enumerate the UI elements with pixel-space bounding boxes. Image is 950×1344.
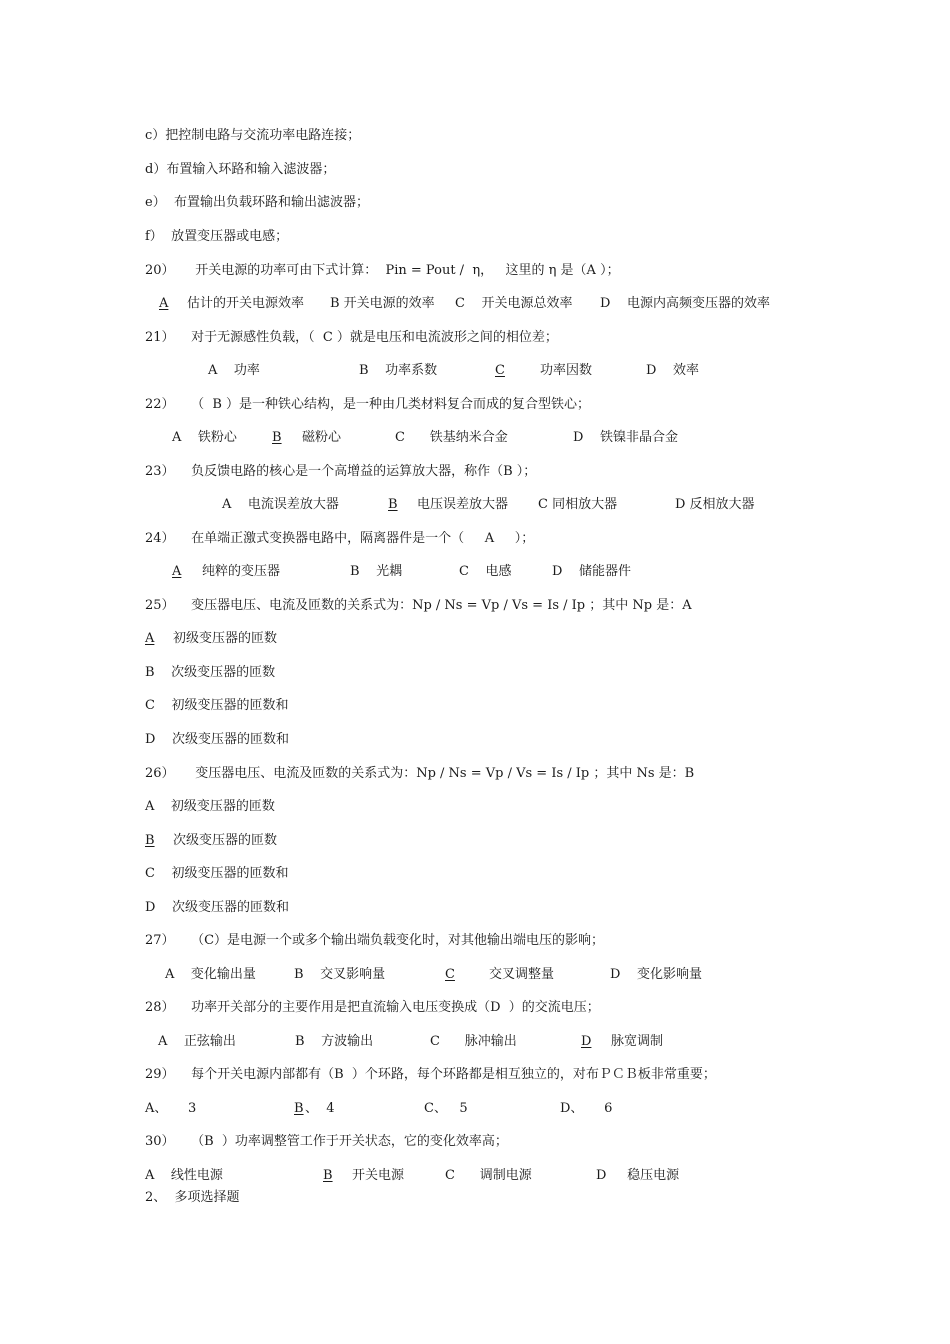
q22-option-a: A 铁粉心 — [172, 430, 237, 445]
q28-stem: 28） 功率开关部分的主要作用是把直流输入电压变换成（D ）的交流电压； — [145, 1000, 600, 1015]
q23-option-a: A 电流误差放大器 — [222, 497, 339, 512]
q27-option-b: B 交叉影响量 — [294, 967, 386, 982]
step-f: f） 放置变压器或电感； — [145, 229, 289, 244]
q27-option-d: D 变化影响量 — [610, 967, 702, 982]
q20-answer-letter: A — [159, 296, 169, 311]
q28-option-b: B 方波输出 — [295, 1034, 374, 1049]
q22-option-d: D 铁镍非晶合金 — [573, 430, 678, 445]
q22-answer-letter: B — [272, 430, 282, 445]
q29-option-b: 、 4 — [305, 1101, 335, 1116]
step-c: c）把控制电路与交流功率电路连接； — [145, 128, 361, 143]
q30-answer-letter: B — [323, 1168, 333, 1183]
q24-answer-letter: A — [172, 564, 182, 579]
q28-option-c: C 脉冲输出 — [430, 1034, 517, 1049]
q30-stem: 30） （B ）功率调整管工作于开关状态，它的变化效率高； — [145, 1134, 508, 1149]
q20-option-d: D 电源内高频变压器的效率 — [600, 296, 770, 311]
q27-stem: 27） （C）是电源一个或多个输出端负载变化时，对其他输出端电压的影响； — [145, 933, 605, 948]
q25-option-d: D 次级变压器的匝数和 — [145, 732, 289, 747]
q28-option-d: 脉宽调制 — [611, 1034, 664, 1049]
step-e: e） 布置输出负载环路和输出滤波器； — [145, 195, 369, 210]
q20-option-c: C 开关电源总效率 — [455, 296, 573, 311]
q26-option-c: C 初级变压器的匝数和 — [145, 866, 289, 881]
step-d: d）布置输入环路和输入滤波器； — [145, 162, 336, 177]
q27-option-a: A 变化输出量 — [165, 967, 256, 982]
q26-option-b: 次级变压器的匝数 — [173, 833, 278, 848]
q24-option-c: C 电感 — [459, 564, 512, 579]
q22-option-c: C 铁基纳米合金 — [395, 430, 508, 445]
q20-option-b: B 开关电源的效率 — [330, 296, 435, 311]
q22-stem: 22） （ B ）是一种铁心结构，是一种由几类材料复合而成的复合型铁心； — [145, 397, 591, 412]
q30-option-b: 开关电源 — [352, 1168, 405, 1183]
q24-stem: 24） 在单端正激式变换器电路中，隔离器件是一个（ A ）； — [145, 531, 535, 546]
q28-option-a: A 正弦输出 — [158, 1034, 236, 1049]
q26-answer-letter: B — [145, 833, 155, 848]
q29-option-c: C、 5 — [424, 1101, 468, 1116]
q27-answer-letter: C — [445, 967, 455, 982]
q26-stem: 26） 变压器电压、电流及匝数的关系式为：Np / Ns = Vp / Vs = Is / Ip ；其中 Ns 是：B — [145, 766, 695, 781]
q23-answer-letter: B — [388, 497, 398, 512]
q24-option-b: B 光耦 — [350, 564, 403, 579]
q29-stem: 29） 每个开关电源内部都有（B ）个环路，每个环路都是相互独立的，对布ＰＣＢ板非常重要； — [145, 1067, 716, 1082]
q30-option-d: D 稳压电源 — [596, 1168, 680, 1183]
q29-answer-letter: B — [294, 1101, 304, 1116]
q29-option-a: A、 3 — [145, 1101, 197, 1116]
q23-option-c: C 同相放大器 — [538, 497, 618, 512]
q21-option-a: A 功率 — [208, 363, 260, 378]
q25-option-a: 初级变压器的匝数 — [173, 631, 278, 646]
q20-stem: 20） 开关电源的功率可由下式计算： Pin = Pout / η， 这里的 η 是（A ）； — [145, 263, 620, 278]
q27-option-c: 交叉调整量 — [489, 967, 555, 982]
q22-option-b: 磁粉心 — [302, 430, 342, 445]
q28-answer-letter: D — [581, 1034, 592, 1049]
q23-stem: 23） 负反馈电路的核心是一个高增益的运算放大器，称作（B ）； — [145, 464, 537, 479]
q26-option-d: D 次级变压器的匝数和 — [145, 900, 289, 915]
q30-option-a: A 线性电源 — [145, 1168, 223, 1183]
q23-option-d: D 反相放大器 — [675, 497, 755, 512]
q25-option-b: B 次级变压器的匝数 — [145, 665, 276, 680]
q26-option-a: A 初级变压器的匝数 — [145, 799, 275, 814]
q29-option-d: D、 6 — [560, 1101, 613, 1116]
q24-option-d: D 储能器件 — [552, 564, 631, 579]
q20-option-a: 估计的开关电源效率 — [187, 296, 305, 311]
q24-option-a: 纯粹的变压器 — [202, 564, 281, 579]
q21-option-d: D 效率 — [646, 363, 699, 378]
q21-option-b: B 功率系数 — [359, 363, 438, 378]
q25-answer-letter: A — [145, 631, 155, 646]
q30-option-c: C 调制电源 — [445, 1168, 532, 1183]
q21-answer-letter: C — [495, 363, 505, 378]
q25-option-c: C 初级变压器的匝数和 — [145, 698, 289, 713]
q23-option-b: 电压误差放大器 — [417, 497, 509, 512]
q25-stem: 25） 变压器电压、电流及匝数的关系式为：Np / Ns = Vp / Vs = Is / Ip ；其中 Np 是：A — [145, 598, 692, 613]
section-heading-multiple-choice: 2、 多项选择题 — [145, 1190, 240, 1205]
q21-stem: 21） 对于无源感性负载，（ C ）就是电压和电流波形之间的相位差； — [145, 330, 558, 345]
q21-option-c: 功率因数 — [540, 363, 593, 378]
